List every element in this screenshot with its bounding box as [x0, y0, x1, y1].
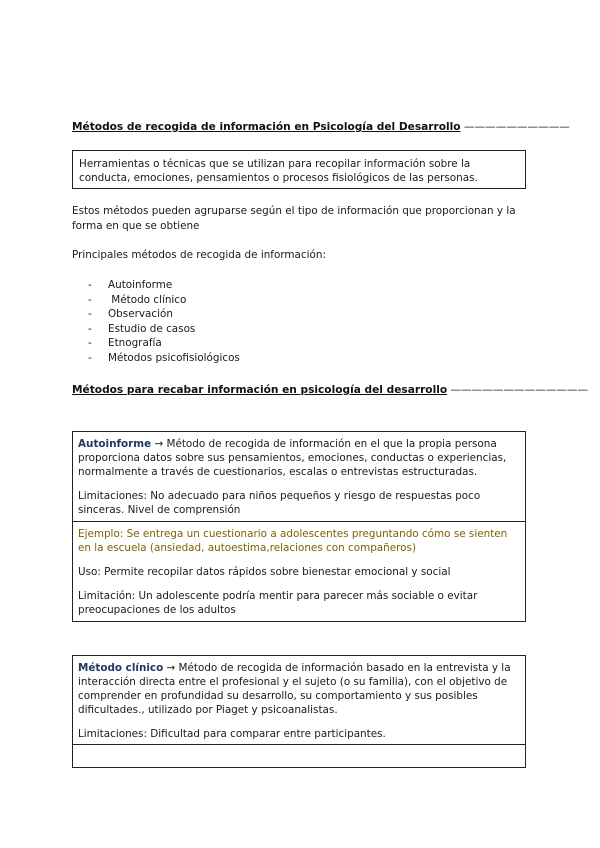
section-heading-recogida: [72, 121, 570, 133]
methods-list: [88, 278, 240, 366]
autoinforme-limitations: Limitaciones: No adecuado para niños pequeños y riesgo de respuestas poco sinceras. Nivel de comprensión: [78, 490, 481, 516]
autoinforme-definition: Autoinforme → Método de recogida de información en el que la propia persona proporciona datos sobre sus pensamientos, emociones, conductas o experiencias, normalmente a través de cuestionarios, escalas o entrevistas estructuradas.: [78, 438, 507, 478]
metodo-clinico-limitations: Limitaciones: Dificultad para comparar entre participantes.: [78, 728, 386, 740]
list-item: - Etnografía: [88, 337, 162, 350]
definition-box: [72, 150, 526, 189]
definition-text: Herramientas o técnicas que se utilizan para recopilar información sobre la conducta, emociones, pensamientos o procesos fisiológicos de las personas.: [79, 158, 478, 184]
term-metodo-clinico: Método clínico: [78, 662, 164, 674]
autoinforme-box: [72, 431, 526, 522]
term-autoinforme: Autoinforme: [78, 438, 152, 450]
example-text: Ejemplo: Se entrega un cuestionario a adolescentes preguntando cómo se sienten en la escuela (ansiedad, autoestima,relaciones con compañeros): [78, 528, 508, 554]
section-title: Métodos de recogida de información en Psicología del Desarrollo: [72, 121, 461, 133]
heading-dashes: ——————————: [460, 121, 570, 133]
metodo-clinico-box: [72, 655, 526, 745]
list-item: - Métodos psicofisiológicos: [88, 351, 240, 364]
intro-paragraph: Estos métodos pueden agruparse según el tipo de información que proporcionan y la forma en que se obtiene: [72, 205, 516, 232]
methods-intro: Principales métodos de recogida de información:: [72, 249, 326, 261]
list-item: - Estudio de casos: [88, 322, 196, 335]
section-title: Métodos para recabar información en psicología del desarrollo: [72, 384, 448, 396]
empty-box: [72, 744, 526, 768]
section-heading-recabar: [72, 384, 588, 396]
autoinforme-example-box: [72, 521, 526, 622]
list-item: - Observación: [88, 308, 173, 321]
list-item: - Método clínico: [88, 293, 187, 306]
heading-dashes: —————————————: [447, 384, 589, 396]
metodo-clinico-definition: Método clínico → Método de recogida de información basado en la entrevista y la interacción directa entre el profesional y el sujeto (o su familia), con el objetivo de comprender en profundidad su desarrollo, su comportamiento y sus posibles dificultades., utilizado por Piaget y psicoanalistas.: [78, 662, 511, 716]
limitation-text: Limitación: Un adolescente podría mentir para parecer más sociable o evitar preocupaciones de los adultos: [78, 590, 478, 616]
list-item: - Autoinforme: [88, 279, 173, 291]
use-text: Uso: Permite recopilar datos rápidos sobre bienestar emocional y social: [78, 566, 451, 578]
